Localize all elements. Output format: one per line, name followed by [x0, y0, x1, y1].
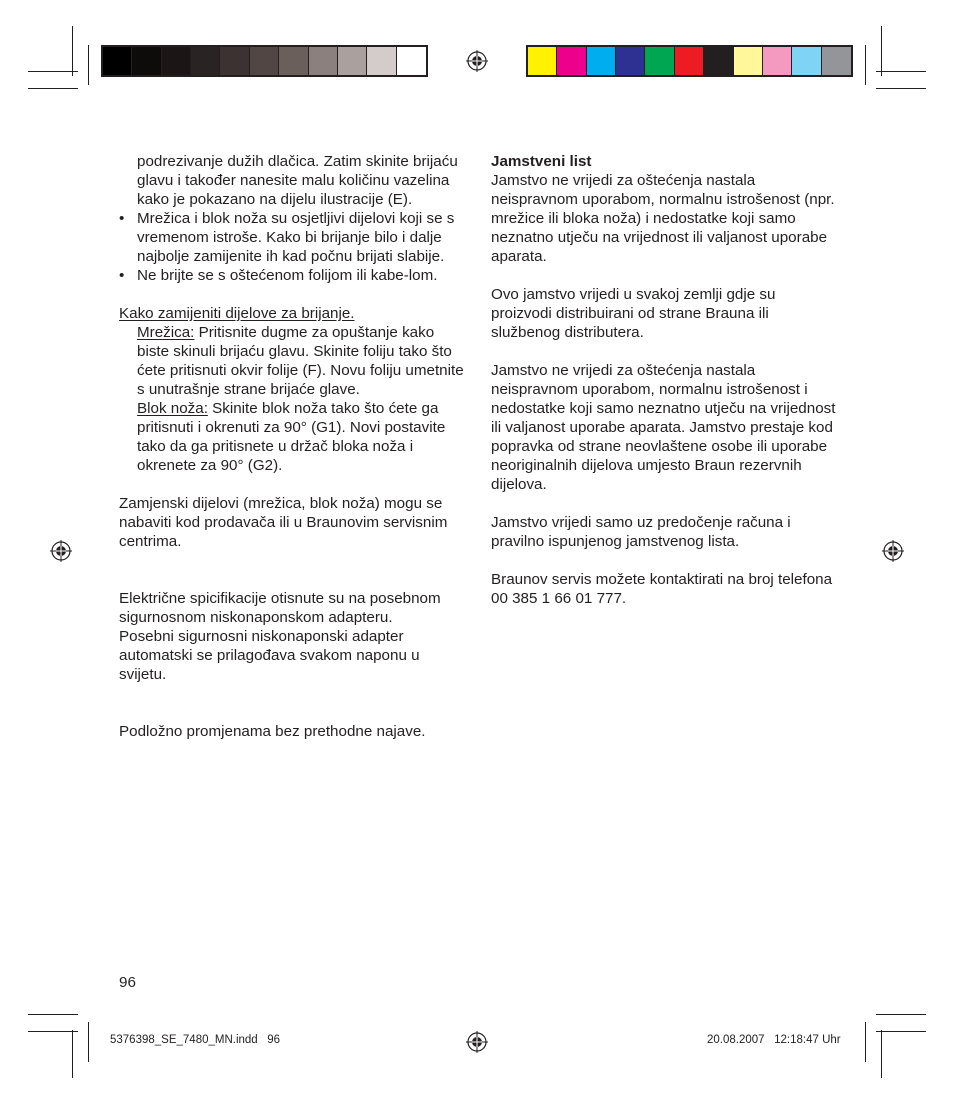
- warranty-heading: Jamstveni list: [491, 153, 592, 170]
- crop-mark: [881, 26, 882, 76]
- foil-instruction: [119, 323, 464, 399]
- registration-mark-icon: [882, 540, 904, 562]
- color-swatch: [675, 47, 704, 75]
- right-column: [491, 152, 836, 608]
- crop-mark: [28, 71, 78, 72]
- replace-parts-heading: Kako zamijeniti dijelove za brijanje.: [119, 305, 355, 322]
- cutter-instruction: [119, 399, 464, 475]
- warranty-paragraph: Jamstvo vrijedi samo uz predočenje računa i pravilno ispunjenog jamstvenog lista.: [491, 514, 791, 550]
- color-swatch: [587, 47, 616, 75]
- crop-mark: [28, 88, 78, 89]
- cutter-label: Blok noža:: [137, 400, 208, 417]
- color-swatch: [279, 47, 308, 75]
- crop-mark: [876, 88, 926, 89]
- section-heading: [119, 304, 464, 323]
- color-swatch: [162, 47, 191, 75]
- registration-mark-icon: [50, 540, 72, 562]
- registration-mark-icon: [466, 1031, 488, 1053]
- color-swatch: [763, 47, 792, 75]
- color-swatch: [792, 47, 821, 75]
- color-swatch: [103, 47, 132, 75]
- warranty-paragraph: Jamstvo ne vrijedi za oštećenja nastala neispravnom uporabom, normalnu istrošenost i nedostatke koji samo neznatno utječu na vrijednost ili valjanost uporabe aparata. Jamstvo prestaje kod popravka od strane neovlaštene osobe ili uporabe neoriginalnih dijelova umjesto Braun rezervnih dijelova.: [491, 362, 836, 493]
- crop-mark: [88, 1022, 89, 1062]
- warranty-paragraph: Ovo jamstvo vrijedi u svakoj zemlji gdje su proizvodi distribuirani od strane Brauna ili službenog distributera.: [491, 286, 776, 341]
- color-swatch: [822, 47, 851, 75]
- warranty-paragraph: Jamstvo ne vrijedi za oštećenja nastala neispravnom uporabom, normalnu istrošenost (npr. mrežice ili bloka noža) i nedostatke koji samo neznatno utječu na vrijednost ili valjanost uporabe aparata.: [491, 172, 835, 265]
- crop-mark: [72, 1030, 73, 1078]
- gray-ramp-color-bar: [101, 45, 428, 77]
- color-swatch: [734, 47, 763, 75]
- color-swatch: [557, 47, 586, 75]
- color-swatch: [616, 47, 645, 75]
- crop-mark: [876, 1031, 926, 1032]
- crop-mark: [865, 1022, 866, 1062]
- foil-label: Mrežica:: [137, 324, 195, 341]
- crop-mark: [881, 1030, 882, 1078]
- crop-mark: [876, 1014, 926, 1015]
- bullet-item: • Ne brijte se s oštećenom folijom ili kabe-lom.: [119, 266, 464, 285]
- page-number: 96: [119, 974, 136, 991]
- registration-mark-icon: [466, 50, 488, 72]
- crop-mark: [865, 45, 866, 85]
- bullet-item: • Mrežica i blok noža su osjetljivi dijelovi koji se s vremenom istroše. Kako bi brijanje bilo i dalje najbolje zamijenite ih kad počnu brijati slabije.: [119, 209, 464, 266]
- adapter-paragraph: Posebni sigurnosni niskonaponski adapter automatski se prilagođava svakom naponu u svijetu.: [119, 628, 420, 683]
- left-column: [119, 152, 464, 741]
- slug-datetime: 20.08.2007 12:18:47 Uhr: [707, 1034, 841, 1046]
- crop-mark: [28, 1031, 78, 1032]
- crop-mark: [28, 1014, 78, 1015]
- crop-mark: [88, 45, 89, 85]
- color-swatch: [645, 47, 674, 75]
- color-swatch: [220, 47, 249, 75]
- process-color-bar: [526, 45, 853, 77]
- color-swatch: [528, 47, 557, 75]
- foil-text: Pritisnite dugme za opuštanje kako biste skinuli brijaću glavu. Skinite foliju tako što ćete pritisnuti okvir folije (F). Novu foliju umetnite s unutrašnje strane brijaće glave.: [137, 324, 464, 398]
- slug-file-name: 5376398_SE_7480_MN.indd 96: [110, 1034, 281, 1046]
- crop-mark: [876, 71, 926, 72]
- color-swatch: [338, 47, 367, 75]
- electric-spec-paragraph: Električne spicifikacije otisnute su na posebnom sigurnosnom niskonaponskom adapteru.: [119, 590, 441, 626]
- color-swatch: [704, 47, 733, 75]
- subject-to-change-note: Podložno promjenama bez prethodne najave.: [119, 723, 426, 740]
- cutter-text: Skinite blok noža tako što ćete ga pritisnuti i okrenuti za 90° (G1). Novi postavite tako da ga pritisnete u držač bloka noža i okrenete za 90° (G2).: [137, 400, 446, 474]
- service-contact-paragraph: Braunov servis možete kontaktirati na broj telefona 00 385 1 66 01 777.: [491, 571, 833, 607]
- color-swatch: [309, 47, 338, 75]
- color-swatch: [250, 47, 279, 75]
- color-swatch: [132, 47, 161, 75]
- continuation-paragraph: podrezivanje dužih dlačica. Zatim skinite brijaću glavu i također nanesite malu količinu vazelina kako je pokazano na dijelu ilustracije (E).: [137, 153, 458, 208]
- crop-mark: [72, 26, 73, 76]
- color-swatch: [191, 47, 220, 75]
- color-swatch: [397, 47, 426, 75]
- color-swatch: [367, 47, 396, 75]
- spare-parts-paragraph: Zamjenski dijelovi (mrežica, blok noža) mogu se nabaviti kod prodavača ili u Braunovim servisnim centrima.: [119, 495, 448, 550]
